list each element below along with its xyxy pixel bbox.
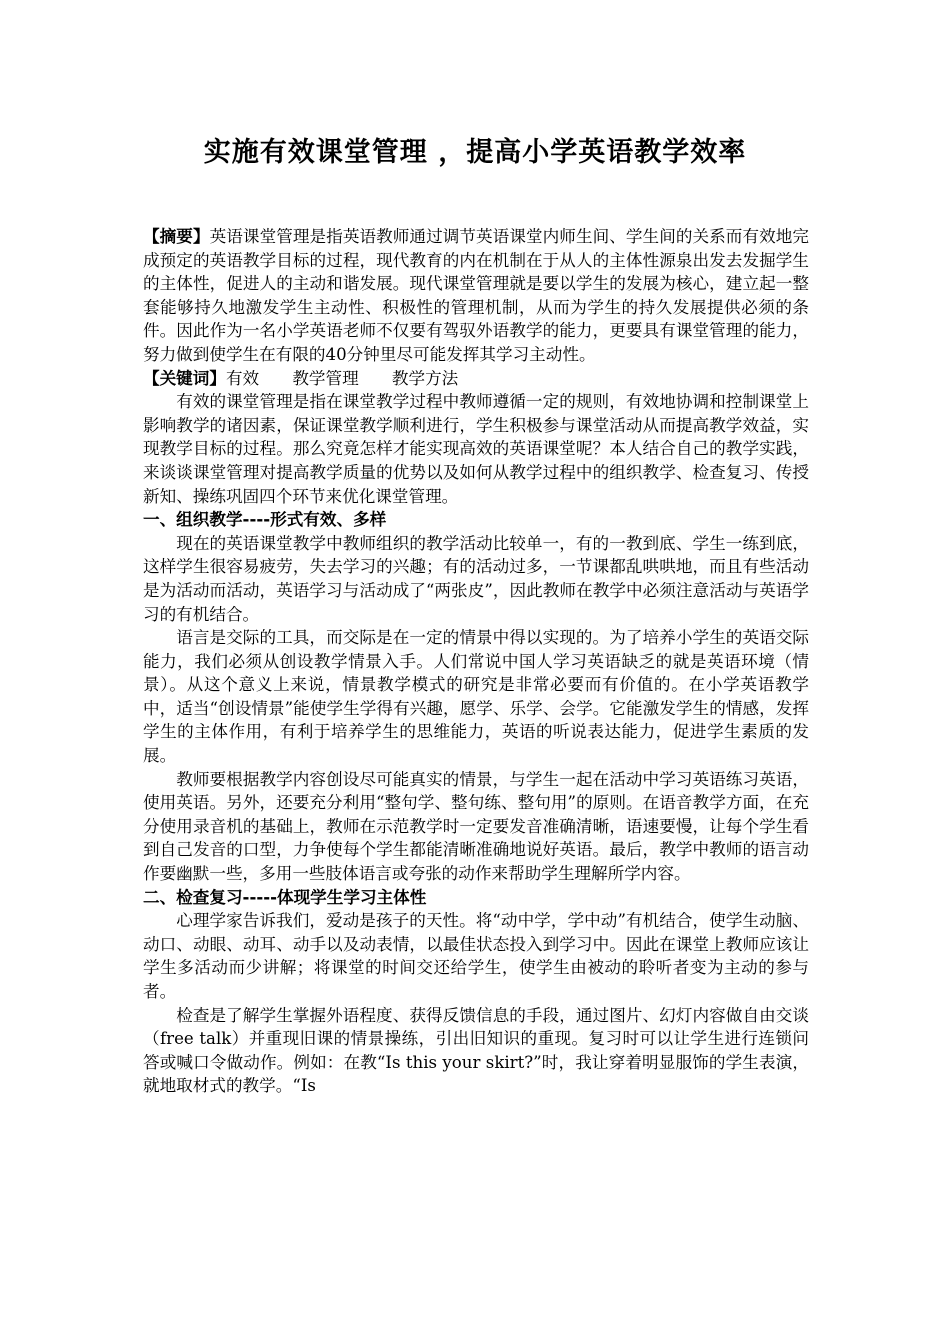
- keywords-label: 【关键词】: [143, 368, 226, 388]
- abstract-text: 英语课堂管理是指英语教师通过调节英语课堂内师生间、学生间的关系而有效地完成预定的英语教学目标的过程，现代教育的内在机制在于从人的主体性源泉出发去发掘学生的主体性，促进人的主动和谐发展。现代课堂管理就是要以学生的发展为核心，建立起一整套能够持久地激发学生主动性、积极性的管理机制，从而为学生的持久发展提供必须的条件。因此作为一名小学英语老师不仅要有驾驭外语教学的能力，更要具有课堂管理的能力，努力做到使学生在有限的40分钟里尽可能发挥其学习主动性。: [143, 227, 810, 364]
- document-body: [143, 225, 809, 1098]
- abstract-label: 【摘要】: [143, 227, 210, 246]
- section-2-paragraph: 检查是了解学生掌握外语程度、获得反馈信息的手段，通过图片、幻灯内容做自由交谈（free talk）并重现旧课的情景操练，引出旧知识的重现。复习时可以让学生进行连锁问答或喊口令做动作。例如：在教“Is this your skirt?”时，我让穿着明显服饰的学生表演，就地取材式的教学。“Is: [143, 1005, 809, 1096]
- section-2-heading: 二、检查复习-----体现学生学习主体性: [143, 887, 427, 907]
- abstract-paragraph: [143, 225, 809, 367]
- document-title: 实施有效课堂管理 ，提高小学英语教学效率: [203, 137, 747, 168]
- section-1-heading: 一、组织教学----形式有效、多样: [143, 510, 387, 530]
- section-2-paragraph: 心理学家告诉我们，爱动是孩子的天性。将“动中学，学中动”有机结合，使学生动脑、动口、动眼、动耳、动手以及动表情，以最佳状态投入到学习中。因此在课堂上教师应该让学生多活动而少讲解；将课堂的时间交还给学生，使学生由被动的聆听者变为主动的参与者。: [143, 911, 809, 1001]
- section-1-paragraph: 语言是交际的工具，而交际是在一定的情景中得以实现的。为了培养小学生的英语交际能力，我们必须从创设教学情景入手。人们常说中国人学习英语缺乏的就是英语环境（情景）。从这个意义上来说，情景教学模式的研究是非常必要而有价值的。在小学英语教学中，适当“创设情景”能使学生学得有兴趣，愿学、乐学、会学。它能激发学生的情感，发挥学生的主体作用，有利于培养学生的思维能力，英语的听说表达能力，促进学生素质的发展。: [143, 628, 809, 766]
- intro-paragraph: 有效的课堂管理是指在课堂教学过程中教师遵循一定的规则，有效地协调和控制课堂上影响教学的诸因素，保证课堂教学顺利进行，学生积极参与课堂活动从而提高教学效益，实现教学目标的过程。那么究竟怎样才能实现高效的英语课堂呢？本人结合自己的教学实践，来谈谈课堂管理对提高教学质量的优势以及如何从教学过程中的组织教学、检查复习、传授新知、操练巩固四个环节来优化课堂管理。: [143, 392, 809, 506]
- keywords-paragraph: [143, 367, 809, 391]
- section-1-paragraph: 教师要根据教学内容创设尽可能真实的情景，与学生一起在活动中学习英语练习英语，使用英语。另外，还要充分利用“整句学、整句练、整句用”的原则。在语音教学方面，在充分使用录音机的基础上，教师在示范教学时一定要发音准确清晰，语速要慢，让每个学生看到自己发音的口型，力争使每个学生都能清晰准确地说好英语。最后，教学中教师的语言动作要幽默一些，多用一些肢体语言或夸张的动作来帮助学生理解所学内容。: [143, 769, 809, 884]
- keywords-text: 有效 教学管理 教学方法: [225, 368, 459, 388]
- section-1-paragraph: 现在的英语课堂教学中教师组织的教学活动比较单一，有的一教到底、学生一练到底，这样学生很容易疲劳，失去学习的兴趣；有的活动过多，一节课都乱哄哄地，而且有些活动是为活动而活动，英语学习与活动成了“两张皮”，因此教师在教学中必须注意活动与英语学习的有机结合。: [143, 533, 809, 624]
